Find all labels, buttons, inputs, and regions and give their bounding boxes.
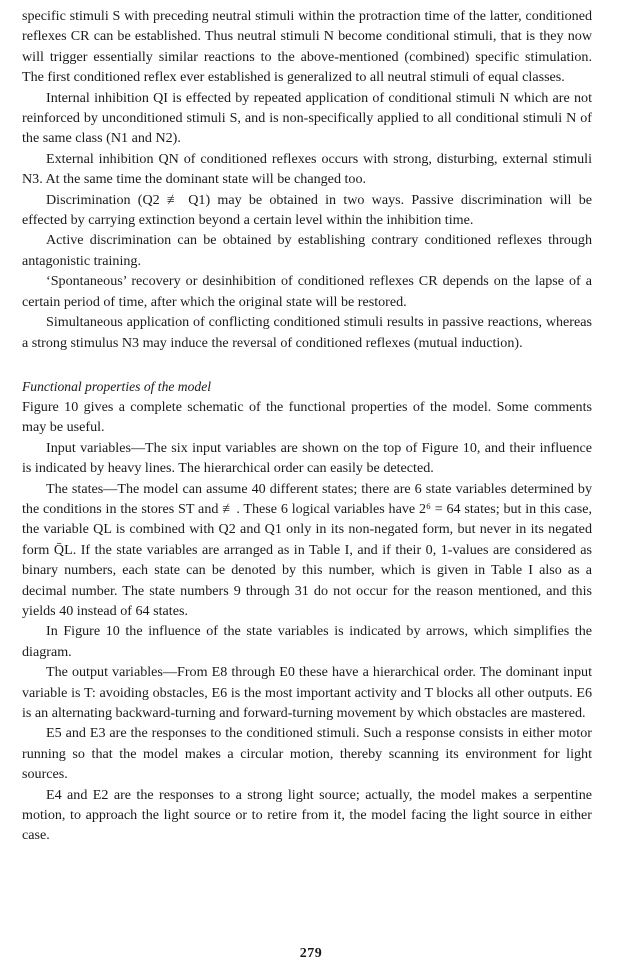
paragraph-conditioned-responses: E5 and E3 are the responses to the conditioned stimuli. Such a response consists in either motor running so that the model makes a circular motion, thereby scanning its environment for light sources. bbox=[22, 725, 592, 783]
paragraph-the-states: The states—The model can assume 40 different states; there are 6 state variables determined by the conditions in the stores ST and ≢. These 6 logical variables have 2⁶ = 64 states; but in this case, the variable QL is combined with Q2 and Q1 only in its non-negated form, but never in its negated form Q̄L. If the state variables are arranged as in Table I, and if their 0, 1-values are considered as binary numbers, each state can be denoted by this number, which is given in Table I also as a decimal number. The state numbers 9 through 31 do not occur for the reason mentioned, and this yields 40 instead of 64 states. bbox=[22, 480, 592, 619]
paragraph-figure-10: Figure 10 gives a complete schematic of the functional properties of the model. Some comments may be useful. bbox=[22, 398, 592, 436]
paragraph-output-variables: The output variables—From E8 through E0 these have a hierarchical order. The dominant input variable is T: avoiding obstacles, E6 is the most important activity and T blocks all other outputs. E6 is an alternating backward-turning and forward-turning movement by which obstacles are mastered. bbox=[22, 664, 592, 721]
page-number: 279 bbox=[299, 946, 323, 961]
paragraph-external-inhibition: External inhibition QN of conditioned reflexes occurs with strong, disturbing, external stimuli N3. At the same time the dominant state will be changed too. bbox=[22, 150, 592, 188]
paragraph-spontaneous-recovery: ‘Spontaneous’ recovery or desinhibition of conditioned reflexes CR depends on the lapse of a certain period of time, after which the original state will be restored. bbox=[22, 273, 592, 310]
section-heading: Functional properties of the model bbox=[22, 378, 212, 394]
document-page bbox=[22, 6, 592, 846]
paragraph-state-arrows: In Figure 10 the influence of the state variables is indicated by arrows, which simplifies the diagram. bbox=[22, 623, 592, 660]
paragraph-1: specific stimuli S with preceding neutral stimuli within the protraction time of the latter, conditioned reflexes CR can be established. Thus neutral stimuli N become conditional stimuli, that is they now will trigger essentially similar reactions to the above-mentioned (combined) specific stimulation. The first conditioned reflex ever established is generalized to all neutral stimuli of equal classes. bbox=[22, 8, 592, 86]
paragraph-internal-inhibition: Internal inhibition QI is effected by repeated application of conditional stimuli N which are not reinforced by unconditioned stimuli S, and is non-specifically applied to all conditional stimuli N of the same class (N1 and N2). bbox=[22, 89, 592, 147]
paragraph-active-discrimination: Active discrimination can be obtained by establishing contrary conditioned reflexes through antagonistic training. bbox=[22, 232, 592, 269]
paragraph-light-responses: E4 and E2 are the responses to a strong light source; actually, the model makes a serpentine motion, to approach the light source or to retire from it, the model facing the light source in either case. bbox=[22, 786, 592, 844]
paragraph-discrimination: Discrimination (Q2 ≢ Q1) may be obtained in two ways. Passive discrimination will be effected by carrying extinction beyond a certain level within the inhibition time. bbox=[22, 191, 592, 229]
paragraph-input-variables: Input variables—The six input variables are shown on the top of Figure 10, and their influence is indicated by heavy lines. The hierarchical order can easily be detected. bbox=[22, 439, 592, 477]
paragraph-simultaneous-application: Simultaneous application of conflicting conditioned stimuli results in passive reactions, whereas a strong stimulus N3 may induce the reversal of conditioned reflexes (mutual induction). bbox=[22, 314, 592, 351]
